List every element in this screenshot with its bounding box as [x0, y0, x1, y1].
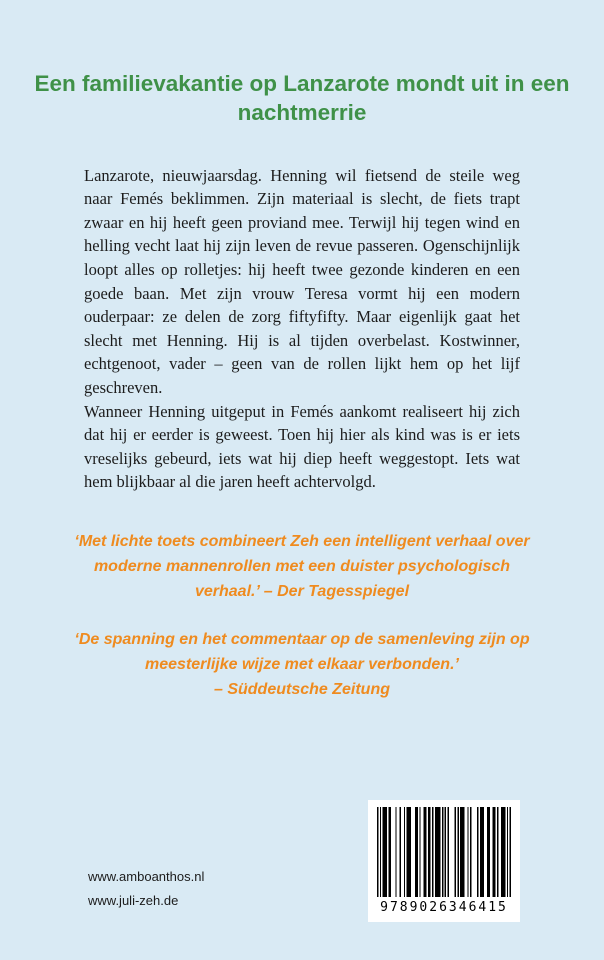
- barcode: [368, 800, 520, 922]
- barcode-bars-icon: [377, 807, 511, 897]
- synopsis-paragraph-2: Wanneer Henning uitgeput in Femés aankomt realiseert hij zich dat hij er eerder is geweest. Toen hij hier als kind was is er iets vreselijks gebeurd, iets wat hij diep heeft weggestopt. Iets wat hem blijkbaar al die jaren heeft achtervolgd.: [84, 401, 520, 492]
- press-quote-tagesspiegel: [72, 530, 532, 604]
- synopsis-paragraph-1: Lanzarote, nieuwjaarsdag. Henning wil fietsend de steile weg naar Femés beklimmen. Zijn materiaal is slecht, de fiets trapt zwaar en hij heeft geen proviand mee. Terwijl hij tegen wind en helling vecht laat hij zijn leven de revue passeren. Ogenschijnlijk loopt alles op rolletjes: hij heeft twee gezonde kinderen en een goede baan. Met zijn vrouw Teresa vormt hij een modern ouderpaar: ze delen de zorg fiftyfifty. Maar eigenlijk gaat het slecht met Henning. Hij is al tijden overbelast. Kostwinner, echtgenoot, vader – geen van de rollen lijkt hem op het lijf geschreven.: [84, 165, 520, 397]
- tagline-heading: Een familievakantie op Lanzarote mondt uit in een nachtmerrie: [34, 71, 570, 125]
- synopsis: [84, 164, 520, 494]
- press-quote-sueddeutsche: [72, 628, 532, 702]
- author-url: www.juli-zeh.de: [88, 893, 179, 909]
- website-links: [88, 865, 204, 914]
- barcode-number: 9789026346415: [380, 900, 508, 915]
- quote-text: ‘Met lichte toets combineert Zeh een intelligent verhaal over moderne mannenrollen met een duister psychologisch verhaal.’: [74, 532, 530, 600]
- quote-text: ‘De spanning en het commentaar op de samenleving zijn op meesterlijke wijze met elkaar verbonden.’: [74, 631, 530, 674]
- publisher-url: www.amboanthos.nl: [88, 868, 205, 884]
- quote-source: – Der Tagesspiegel: [263, 582, 410, 600]
- press-quotes: [72, 530, 532, 703]
- quote-source: – Süddeutsche Zeitung: [213, 680, 390, 698]
